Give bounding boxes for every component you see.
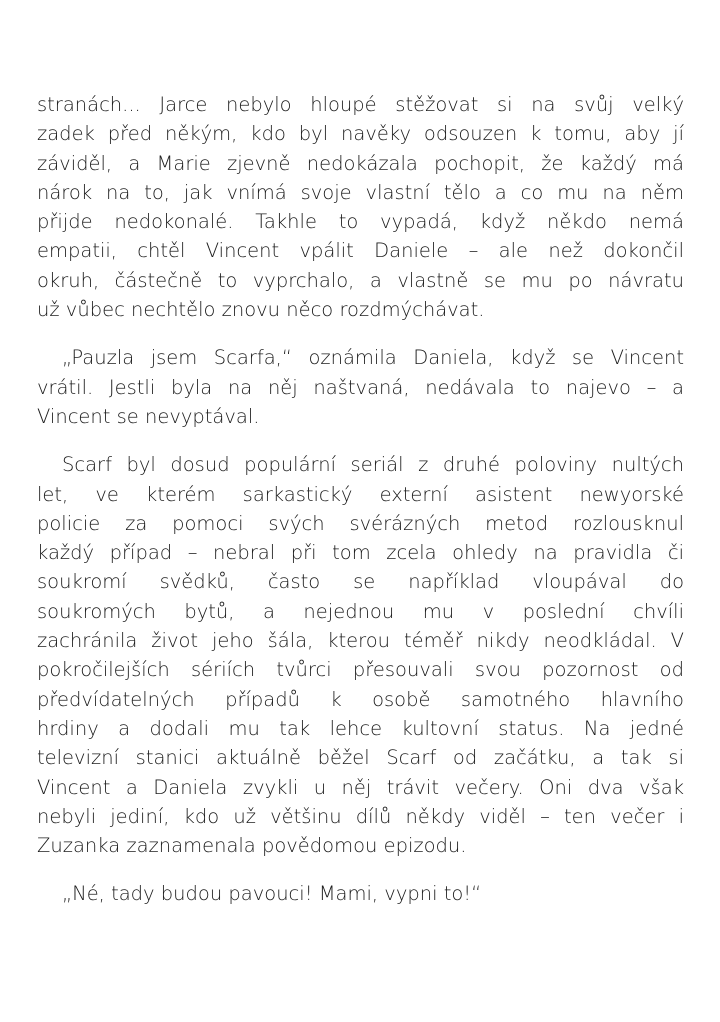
text-line: zadek před někým, kdo byl navěky odsouzen k tomu, aby jí: [37, 122, 684, 146]
text-line: každý případ – nebral při tom zcela ohledy na pravidla či: [37, 541, 684, 565]
text-line: Zuzanka zaznamenala povědomou epizodu.: [37, 834, 467, 858]
text-line: pokročilejších sériích tvůrci přesouvali svou pozornost od: [37, 658, 684, 682]
text-line: okruh, částečně to vyprchalo, a vlastně se mu po návratu: [37, 268, 684, 292]
text-line: Vincent se nevyptával.: [37, 404, 260, 428]
text-line: „Pauzla jsem Scarfa,“ oznámila Daniela, když se Vincent: [62, 346, 684, 370]
text-line: soukromí svědků, často se například vloupával do: [37, 570, 684, 594]
text-line: předvídatelných případů k osobě samotného hlavního: [37, 687, 684, 711]
paragraph-3: [37, 450, 684, 860]
text-line: zachránila život jeho šála, kterou téměř nikdy neodkládal. V: [37, 629, 684, 653]
text-line: televizní stanici aktuálně běžel Scarf od začátku, a tak si: [37, 746, 684, 770]
text-line: let, ve kterém sarkastický externí asistent newyorské: [37, 482, 684, 506]
paragraph-2: [37, 343, 684, 431]
paragraph-4: [37, 879, 684, 908]
text-line: nebyli jediní, kdo už většinu dílů někdy viděl – ten večer i: [37, 804, 684, 828]
text-line: empatii, chtěl Vincent vpálit Daniele – ale než dokončil: [37, 239, 684, 263]
text-line: stranách... Jarce nebylo hloupé stěžovat si na svůj velký: [37, 93, 684, 116]
paragraph-1: [37, 90, 684, 324]
text-line: vrátil. Jestli byla na něj naštvaná, nedávala to najevo – a: [37, 375, 684, 399]
text-line: Scarf byl dosud populární seriál z druhé poloviny nultých: [62, 453, 684, 477]
text-line: hrdiny a dodali mu tak lehce kultovní status. Na jedné: [37, 716, 684, 740]
text-line: záviděl, a Marie zjevně nedokázala pochopit, že každý má: [37, 151, 684, 175]
book-page: [37, 90, 684, 928]
text-line: přijde nedokonalé. Takhle to vypadá, když někdo nemá: [37, 210, 684, 234]
text-line: už vůbec nechtělo znovu něco rozdmýchávat.: [37, 298, 485, 322]
text-line: soukromých bytů, a nejednou mu v poslední chvíli: [37, 599, 684, 623]
text-line: nárok na to, jak vnímá svoje vlastní tělo a co mu na něm: [37, 180, 684, 204]
text-line: „Né, tady budou pavouci! Mami, vypni to!“: [62, 882, 482, 906]
text-line: policie za pomoci svých svérázných metod rozlousknul: [37, 511, 684, 535]
text-line: Vincent a Daniela zvykli u něj trávit večery. Oni dva však: [37, 775, 684, 799]
